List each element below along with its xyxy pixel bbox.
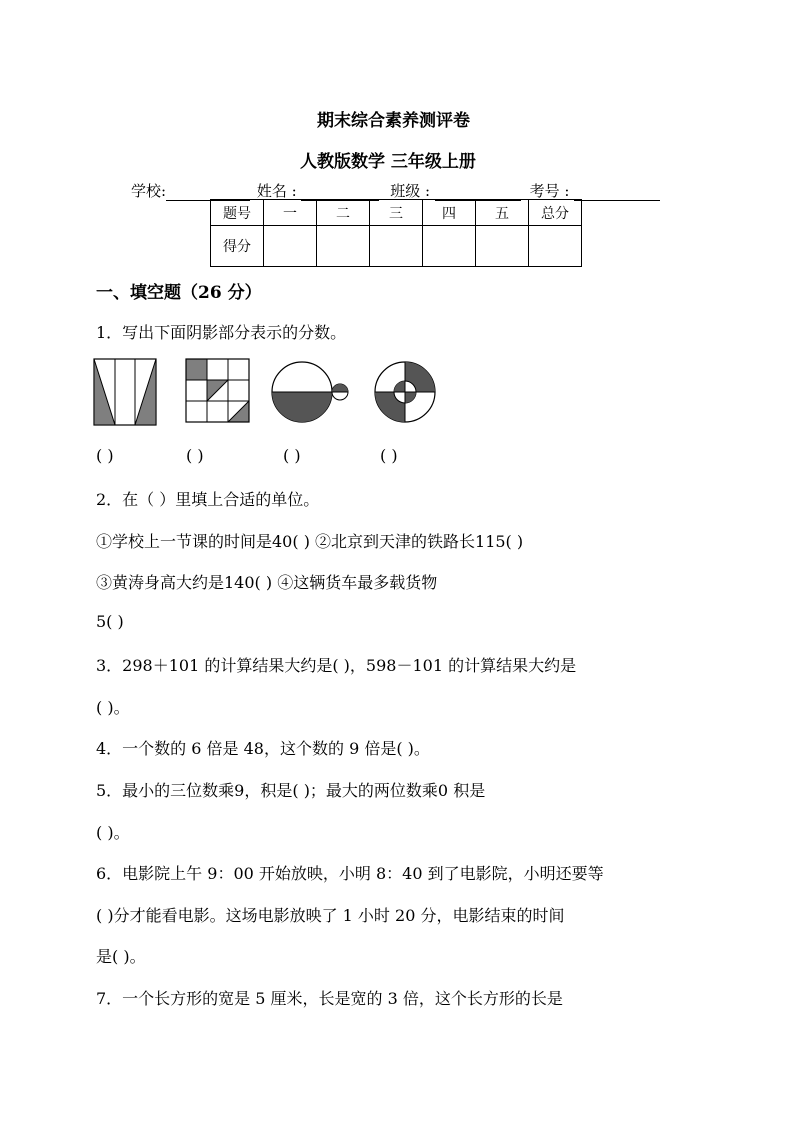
score-header-cell: 二 <box>317 200 370 226</box>
answer-blank[interactable]: ( ) <box>380 446 398 465</box>
question-2-line: ③黄涛身高大约是140( ) ④这辆货车最多载货物 <box>96 573 438 592</box>
question-3: 3．298＋101 的计算结果大约是( )，598－101 的计算结果大约是 <box>96 656 577 675</box>
score-table <box>210 199 582 267</box>
score-cell[interactable] <box>529 226 582 267</box>
question-6-line: 是( )。 <box>96 947 146 966</box>
question-1: 1．写出下面阴影部分表示的分数。 <box>96 323 347 342</box>
question-3-line: ( )。 <box>96 698 130 717</box>
answer-blank[interactable]: ( ) <box>283 446 301 465</box>
score-cell[interactable] <box>317 226 370 267</box>
score-header-cell: 一 <box>264 200 317 226</box>
question-2-line: ①学校上一节课的时间是40( ) ②北京到天津的铁路长115( ) <box>96 532 524 551</box>
score-header-cell: 四 <box>423 200 476 226</box>
question-6: 6．电影院上午 9：00 开始放映，小明 8：40 到了电影院，小明还要等 <box>96 864 604 883</box>
question-6-line: ( )分才能看电影。这场电影放映了 1 小时 20 分，电影结束的时间 <box>96 906 565 925</box>
school-label: 学校: <box>131 182 167 200</box>
score-table-score-row <box>211 226 582 267</box>
question-7: 7．一个长方形的宽是 5 厘米，长是宽的 3 倍，这个长方形的长是 <box>96 989 563 1008</box>
score-cell[interactable] <box>423 226 476 267</box>
score-header-cell: 三 <box>370 200 423 226</box>
answer-blank[interactable]: ( ) <box>96 446 114 465</box>
student-info-row <box>131 180 660 201</box>
page-title: 期末综合素养测评卷 <box>317 111 470 131</box>
score-cell[interactable] <box>264 226 317 267</box>
figure-ring <box>375 362 435 422</box>
fraction-figures <box>90 355 450 430</box>
class-label: 班级 : <box>390 182 431 200</box>
score-header-cell: 五 <box>476 200 529 226</box>
question-2: 2．在（ ）里填上合适的单位。 <box>96 490 320 509</box>
question-5-line: ( )。 <box>96 823 130 842</box>
answer-blank[interactable]: ( ) <box>186 446 204 465</box>
section-heading: 一、填空题（26 分） <box>96 283 262 303</box>
score-cell[interactable] <box>370 226 423 267</box>
question-2-line: 5( ) <box>96 612 124 631</box>
score-header-cell: 题号 <box>211 200 264 226</box>
figure-rect-triangles <box>94 359 156 425</box>
exam-no-field[interactable] <box>574 186 660 201</box>
score-header-cell: 总分 <box>529 200 582 226</box>
figure-grid <box>186 359 249 422</box>
question-5: 5．最小的三位数乘9，积是( )；最大的两位数乘0 积是 <box>96 781 486 800</box>
page-subtitle: 人教版数学 三年级上册 <box>300 152 476 172</box>
name-label: 姓名 : <box>256 182 297 200</box>
score-cell[interactable] <box>476 226 529 267</box>
question-4: 4．一个数的 6 倍是 48，这个数的 9 倍是( )。 <box>96 739 430 758</box>
score-row-label: 得分 <box>211 226 264 267</box>
figure-circles <box>272 362 348 422</box>
exam-no-label: 考号 : <box>529 182 570 200</box>
score-table-header-row <box>211 200 582 226</box>
